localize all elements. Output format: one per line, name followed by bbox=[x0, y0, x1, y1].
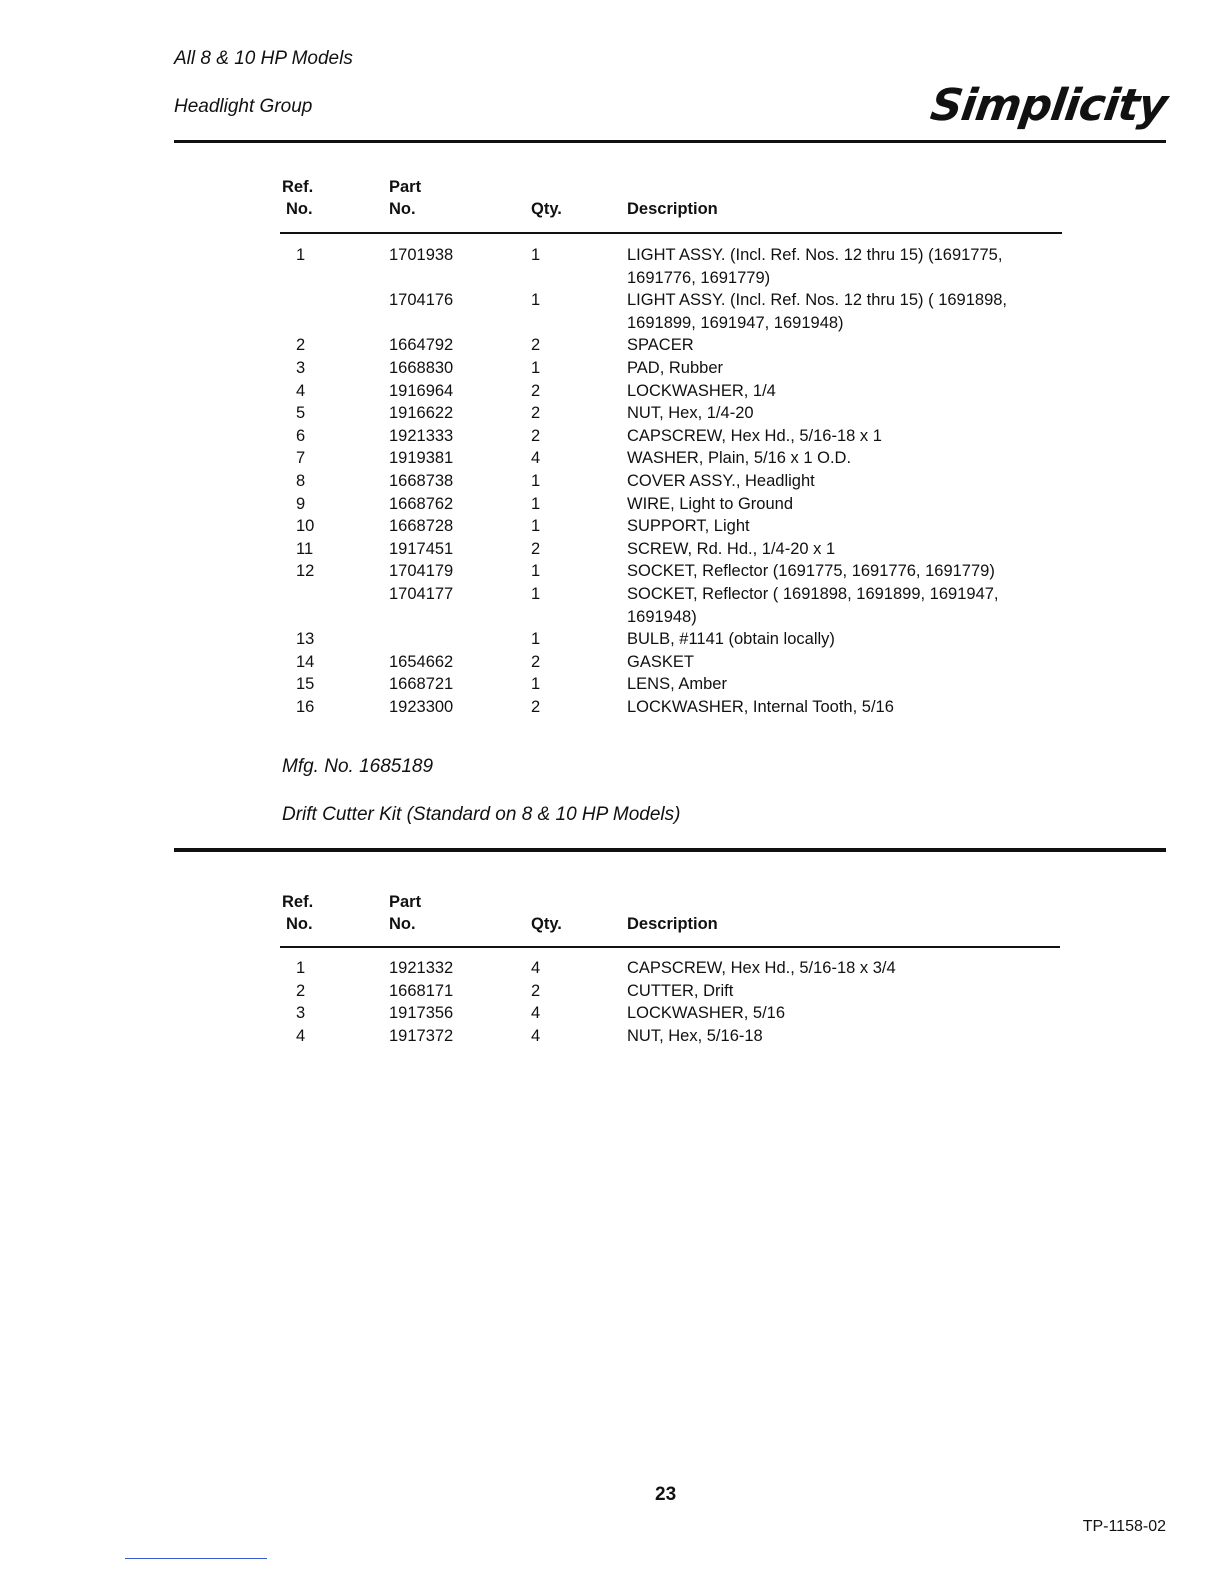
table-row bbox=[282, 943, 1057, 980]
ref-no-cell bbox=[282, 289, 389, 334]
part-no-cell: 1668762 bbox=[389, 494, 454, 513]
qty-cell: 4 bbox=[531, 449, 541, 468]
part-no-cell: 1916622 bbox=[389, 404, 454, 423]
part-no-cell: 1704177 bbox=[389, 584, 454, 603]
part-no-cell: 1919381 bbox=[389, 449, 454, 468]
part-no-cell: 1668728 bbox=[389, 517, 454, 536]
ref-no-cell: 1 bbox=[296, 246, 306, 264]
ref-no-cell: 2 bbox=[296, 336, 306, 355]
table-row bbox=[282, 1025, 1057, 1048]
qty-cell: 1 bbox=[531, 517, 541, 536]
ref-no-cell: 5 bbox=[296, 404, 306, 423]
ref-no-cell: 6 bbox=[296, 426, 306, 445]
description-cell: LIGHT ASSY. (Incl. Ref. Nos. 12 thru 15) ( 1691898, 1691899, 1691947, 1691948) bbox=[627, 291, 1008, 332]
drift-table-rule bbox=[280, 946, 1060, 948]
table-row bbox=[282, 628, 1057, 651]
qty-cell: 2 bbox=[531, 697, 541, 716]
table-row bbox=[282, 696, 1057, 719]
qty-cell: 2 bbox=[531, 404, 541, 423]
qty-cell: 4 bbox=[531, 959, 541, 977]
ref-no-cell: 4 bbox=[296, 381, 306, 400]
ref-no-cell: 2 bbox=[296, 981, 306, 1000]
part-no-cell: 1916964 bbox=[389, 381, 454, 400]
description-cell: NUT, Hex, 1/4-20 bbox=[627, 404, 754, 423]
description-cell: COVER ASSY., Headlight bbox=[627, 471, 815, 490]
qty-cell: 1 bbox=[531, 562, 541, 581]
description-cell: SCREW, Rd. Hd., 1/4-20 x 1 bbox=[627, 539, 836, 558]
ref-no-cell bbox=[282, 583, 389, 628]
ref-no-cell: 13 bbox=[296, 630, 315, 649]
table-row bbox=[282, 380, 1057, 403]
headlight-table-rule bbox=[280, 232, 1062, 234]
qty-header: Qty. bbox=[531, 915, 562, 933]
part-no-cell: 1668830 bbox=[389, 358, 454, 377]
table-row bbox=[282, 673, 1057, 696]
qty-cell: 1 bbox=[531, 358, 541, 377]
ref-no-cell: 8 bbox=[296, 471, 306, 490]
description-cell: WIRE, Light to Ground bbox=[627, 494, 793, 513]
table-row bbox=[282, 1002, 1057, 1025]
page-number: 23 bbox=[655, 1484, 677, 1505]
part-no-cell: 1923300 bbox=[389, 697, 454, 716]
table-row bbox=[282, 651, 1057, 674]
table-row bbox=[282, 515, 1057, 538]
part-no-cell: 1668738 bbox=[389, 471, 454, 490]
description-cell: SPACER bbox=[627, 336, 694, 355]
table-row bbox=[282, 447, 1057, 470]
part-no-cell bbox=[389, 628, 531, 651]
mfg-number: Mfg. No. 1685189 bbox=[282, 756, 434, 777]
table-row bbox=[282, 334, 1057, 357]
ref-no-cell: 12 bbox=[296, 562, 315, 581]
description-cell: CAPSCREW, Hex Hd., 5/16-18 x 3/4 bbox=[627, 959, 896, 977]
table-row bbox=[282, 425, 1057, 448]
description-cell: NUT, Hex, 5/16-18 bbox=[627, 1026, 763, 1045]
table-row bbox=[282, 402, 1057, 425]
qty-cell: 1 bbox=[531, 675, 541, 694]
qty-cell: 4 bbox=[531, 1026, 541, 1045]
brand-logo: Simplicity bbox=[927, 80, 1170, 131]
ref-no-cell: 3 bbox=[296, 1004, 306, 1023]
description-cell: PAD, Rubber bbox=[627, 358, 723, 377]
part-no-header: Part No. bbox=[389, 893, 422, 933]
qty-cell: 1 bbox=[531, 291, 541, 310]
table-row bbox=[282, 560, 1057, 583]
description-header: Description bbox=[627, 200, 718, 218]
table-row bbox=[282, 228, 1057, 289]
part-no-cell: 1704176 bbox=[389, 291, 454, 310]
description-cell: WASHER, Plain, 5/16 x 1 O.D. bbox=[627, 449, 852, 468]
ref-no-cell: 4 bbox=[296, 1026, 306, 1045]
qty-cell: 2 bbox=[531, 981, 541, 1000]
qty-cell: 1 bbox=[531, 471, 541, 490]
description-cell: CUTTER, Drift bbox=[627, 981, 734, 1000]
table-row bbox=[282, 289, 1057, 334]
ref-no-cell: 11 bbox=[296, 539, 314, 558]
qty-cell: 4 bbox=[531, 1004, 541, 1023]
ref-no-cell: 3 bbox=[296, 358, 306, 377]
description-cell: LOCKWASHER, 5/16 bbox=[627, 1004, 786, 1023]
part-no-cell: 1668721 bbox=[389, 675, 454, 694]
ref-no-header: Ref. No. bbox=[282, 893, 314, 933]
table-header-row bbox=[282, 176, 1057, 228]
table-row bbox=[282, 357, 1057, 380]
description-cell: CAPSCREW, Hex Hd., 5/16-18 x 1 bbox=[627, 426, 882, 445]
ref-no-cell: 7 bbox=[296, 449, 306, 468]
table-row bbox=[282, 493, 1057, 516]
part-no-cell: 1654662 bbox=[389, 652, 454, 671]
part-no-cell: 1704179 bbox=[389, 562, 454, 581]
drift-cutter-parts-table bbox=[282, 891, 1057, 1047]
qty-cell: 2 bbox=[531, 652, 541, 671]
section-title: Headlight Group bbox=[174, 96, 313, 117]
table-header-row bbox=[282, 891, 1057, 943]
qty-cell: 2 bbox=[531, 539, 541, 558]
ref-no-cell: 9 bbox=[296, 494, 306, 513]
part-no-cell: 1921332 bbox=[389, 959, 454, 977]
ref-no-cell: 15 bbox=[296, 675, 315, 694]
ref-no-cell: 1 bbox=[296, 959, 306, 977]
qty-cell: 1 bbox=[531, 584, 541, 603]
part-no-cell: 1664792 bbox=[389, 336, 454, 355]
qty-cell: 1 bbox=[531, 246, 541, 264]
table-row bbox=[282, 470, 1057, 493]
qty-cell: 2 bbox=[531, 381, 541, 400]
table-row bbox=[282, 980, 1057, 1003]
part-no-cell: 1668171 bbox=[389, 981, 454, 1000]
part-no-cell: 1701938 bbox=[389, 246, 454, 264]
document-code: TP-1158-02 bbox=[1082, 1518, 1166, 1535]
ref-no-cell: 10 bbox=[296, 517, 315, 536]
header-divider bbox=[174, 140, 1166, 143]
model-range-heading: All 8 & 10 HP Models bbox=[174, 48, 353, 69]
description-cell: GASKET bbox=[627, 652, 694, 671]
description-header: Description bbox=[627, 915, 718, 933]
qty-cell: 1 bbox=[531, 494, 541, 513]
part-no-cell: 1917451 bbox=[389, 539, 454, 558]
part-no-header: Part No. bbox=[389, 178, 422, 218]
kit-divider bbox=[174, 848, 1166, 852]
qty-cell: 1 bbox=[531, 630, 541, 649]
description-cell: SOCKET, Reflector ( 1691898, 1691899, 1691947, 1691948) bbox=[627, 584, 999, 626]
description-cell: SOCKET, Reflector (1691775, 1691776, 1691779) bbox=[627, 562, 995, 581]
description-cell: LIGHT ASSY. (Incl. Ref. Nos. 12 thru 15) (1691775, 1691776, 1691779) bbox=[627, 246, 1003, 287]
footer-underline bbox=[125, 1558, 267, 1559]
ref-no-cell: 14 bbox=[296, 652, 315, 671]
qty-cell: 2 bbox=[531, 336, 541, 355]
qty-header: Qty. bbox=[531, 200, 562, 218]
part-no-cell: 1917372 bbox=[389, 1026, 454, 1045]
headlight-parts-table bbox=[282, 176, 1057, 718]
description-cell: LOCKWASHER, Internal Tooth, 5/16 bbox=[627, 697, 894, 716]
part-no-cell: 1917356 bbox=[389, 1004, 454, 1023]
description-cell: LENS, Amber bbox=[627, 675, 727, 694]
ref-no-cell: 16 bbox=[296, 697, 315, 716]
table-row bbox=[282, 538, 1057, 561]
kit-title: Drift Cutter Kit (Standard on 8 & 10 HP Models) bbox=[282, 804, 681, 825]
description-cell: BULB, #1141 (obtain locally) bbox=[627, 630, 835, 649]
ref-no-header: Ref. No. bbox=[282, 178, 314, 218]
table-row bbox=[282, 583, 1057, 628]
part-no-cell: 1921333 bbox=[389, 426, 454, 445]
description-cell: SUPPORT, Light bbox=[627, 517, 750, 536]
qty-cell: 2 bbox=[531, 426, 541, 445]
description-cell: LOCKWASHER, 1/4 bbox=[627, 381, 776, 400]
